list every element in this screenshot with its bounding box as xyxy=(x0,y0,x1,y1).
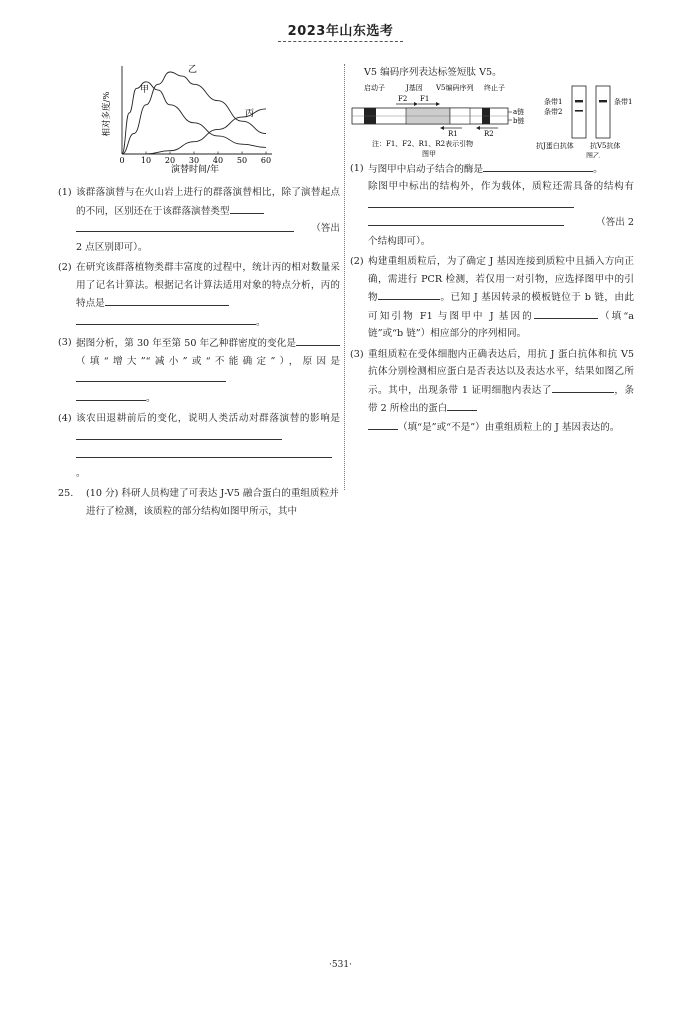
right-column xyxy=(350,64,634,439)
answer-blank[interactable] xyxy=(76,370,226,382)
figure-yi-caption: 图乙 xyxy=(586,151,600,158)
answer-blank[interactable] xyxy=(552,381,614,393)
question-text: 据图分析，第 30 年至第 50 年乙种群密度的变化是 xyxy=(76,338,296,349)
question-text: 构建重组质粒后，为了确定 J 基因连接到质粒中且插入方向正确，需进行 PCR 检测，若仅用一对引物，应选择图甲中的引物 xyxy=(368,256,634,303)
answer-blank[interactable] xyxy=(76,428,282,440)
lane-1 xyxy=(572,86,586,138)
figure-jia xyxy=(352,83,524,158)
answer-blank[interactable] xyxy=(296,334,340,346)
primer-f2: F2 xyxy=(398,94,408,103)
band1-right-label: 条带1 xyxy=(614,97,633,106)
question-text: 重组质粒在受体细胞内正确表达后，用抗 J 蛋白抗体和抗 V5 抗体分别检测相应蛋白是否表达以及表达水平，结果如图乙所示。其中，出现条带 1 证明细胞内表达了 xyxy=(368,348,634,396)
question-1 xyxy=(58,184,340,256)
question-text: 与图甲中启动子结合的酶是 xyxy=(368,163,484,175)
question-text: 该群落演替与在火山岩上进行的群落演替相比，除了演替起点的不同，区别还在于该群落演替类型 xyxy=(76,187,340,217)
question-text: （填“增大”“减小”或“不能确定”），原因是 xyxy=(76,355,340,367)
label-v5-seq: V5编码序列 xyxy=(436,83,474,92)
question-4 xyxy=(58,410,340,482)
primer-r2: R2 xyxy=(484,129,494,138)
chart-xlabel: 演替时间/年 xyxy=(170,165,220,175)
lane-2 xyxy=(596,86,610,138)
question-number: (1) xyxy=(350,162,364,174)
question-text: 在研究该群落植物类群丰富度的过程中，统计丙的相对数量采用了记名计算法。根据记名计算法适用对象的特点分析，丙的特点是 xyxy=(76,262,340,309)
answer-blank[interactable] xyxy=(378,288,440,300)
lane2-band1 xyxy=(599,100,607,102)
page-number: ·531· xyxy=(329,960,352,970)
question-number: (2) xyxy=(58,262,72,273)
question-text: 除图甲中标出的结构外，作为载体，质粒还需具备的结构有 xyxy=(368,181,634,192)
question-number: 25. xyxy=(58,488,74,499)
x-tick-label: 10 xyxy=(140,156,152,165)
x-tick-label: 0 xyxy=(119,156,125,165)
answer-blank[interactable] xyxy=(368,196,574,208)
x-tick-label: 30 xyxy=(188,156,200,165)
lane1-label: 抗J蛋白抗体 xyxy=(536,141,574,150)
lane1-band2 xyxy=(575,110,583,112)
series-label-yi: 乙 xyxy=(188,65,198,75)
series-label-bing: 丙 xyxy=(245,109,255,119)
primer-r1: R1 xyxy=(448,129,458,138)
band2-label: 条带2 xyxy=(544,107,563,116)
label-j-gene: J基因 xyxy=(406,83,423,92)
intro-text: V5 编码序列表达标签短肽 V5。 xyxy=(364,67,502,78)
x-tick-label: 60 xyxy=(260,156,272,165)
question-r1 xyxy=(350,160,634,251)
question-number: (2) xyxy=(350,256,364,267)
primer-r1-arrowhead xyxy=(440,126,444,130)
page-header xyxy=(0,20,681,42)
primer-f1-arrowhead xyxy=(436,102,440,106)
column-divider xyxy=(344,64,345,490)
question-r3 xyxy=(350,346,634,437)
figure-jia-caption: 图甲 xyxy=(422,149,436,158)
left-column xyxy=(58,64,340,520)
answer-blank[interactable] xyxy=(76,446,332,458)
primer-f1: F1 xyxy=(420,94,430,103)
answer-blank[interactable] xyxy=(368,418,398,430)
primer-f2-arrowhead xyxy=(414,102,418,106)
answer-blank[interactable] xyxy=(230,202,264,214)
punctuation: 。 xyxy=(146,392,156,404)
punctuation: 。 xyxy=(256,316,266,328)
question-text: 个结构即可）。 xyxy=(368,235,431,247)
answer-blank[interactable] xyxy=(534,307,598,319)
chart-ylabel: 相对多度/% xyxy=(102,91,112,137)
question-text: （填“是”或“不是”）由重组质粒上的 J 基因表达的。 xyxy=(398,421,620,433)
figures xyxy=(350,82,634,158)
question-r2 xyxy=(350,253,634,343)
answer-blank[interactable] xyxy=(483,160,593,172)
label-terminator: 终止子 xyxy=(484,83,505,92)
question-note: （答出 2 xyxy=(596,217,634,228)
question-number: (3) xyxy=(350,348,364,360)
question-text: (10 分) 科研人员构建了可表达 J-V5 融合蛋白的重组质粒并进行了检测，该质粒的部分结构如图甲所示，其中 xyxy=(86,488,339,517)
series-label-jia: 甲 xyxy=(140,85,150,95)
question-text: 2 点区别即可）。 xyxy=(76,241,148,253)
question-3 xyxy=(58,334,340,407)
question-number: (1) xyxy=(58,187,72,198)
answer-blank[interactable] xyxy=(368,214,564,226)
question-text: 该农田退耕前后的变化，说明人类活动对群落演替的影响是 xyxy=(76,413,340,424)
question-text: 。已知 J 基因转录的模板链位于 b 链，由此可知引物 F1 与图甲中 J 基因的 xyxy=(368,292,635,322)
figure-note: 注：F1、F2、R1、R2表示引物 xyxy=(372,139,474,148)
answer-blank[interactable] xyxy=(76,389,146,401)
x-tick-label: 40 xyxy=(212,156,224,165)
chart-ticks xyxy=(119,152,271,166)
answer-blank[interactable] xyxy=(76,313,256,325)
answer-blank[interactable] xyxy=(447,399,477,411)
answer-blank[interactable] xyxy=(76,220,294,232)
punctuation: 。 xyxy=(76,467,86,479)
succession-chart xyxy=(92,64,292,176)
x-tick-label: 50 xyxy=(236,156,248,165)
label-promoter: 启动子 xyxy=(364,83,385,92)
punctuation: 。 xyxy=(593,163,603,175)
question-text: （填“a 链”或“b 链”）相应部分的序列相同。 xyxy=(368,310,634,339)
question-number: (3) xyxy=(58,337,72,348)
band1-label: 条带1 xyxy=(544,97,563,106)
question-number: (4) xyxy=(58,413,72,424)
primer-r2-arrowhead xyxy=(476,126,480,130)
exam-title: 2023年山东选考 xyxy=(278,20,404,42)
chain-a-label: a链 xyxy=(513,107,525,116)
lane2-label: 抗V5抗体 xyxy=(590,141,621,150)
question-25 xyxy=(58,485,340,520)
figure-yi xyxy=(536,86,632,158)
answer-blank[interactable] xyxy=(105,294,229,306)
chain-b-label: b链 xyxy=(513,116,525,125)
lane1-band1 xyxy=(575,100,583,102)
x-tick-label: 20 xyxy=(164,156,176,165)
question-text: ，条带 2 所检出的蛋白 xyxy=(368,384,634,414)
question-note: （答出 xyxy=(311,223,340,234)
question-2 xyxy=(58,259,340,331)
